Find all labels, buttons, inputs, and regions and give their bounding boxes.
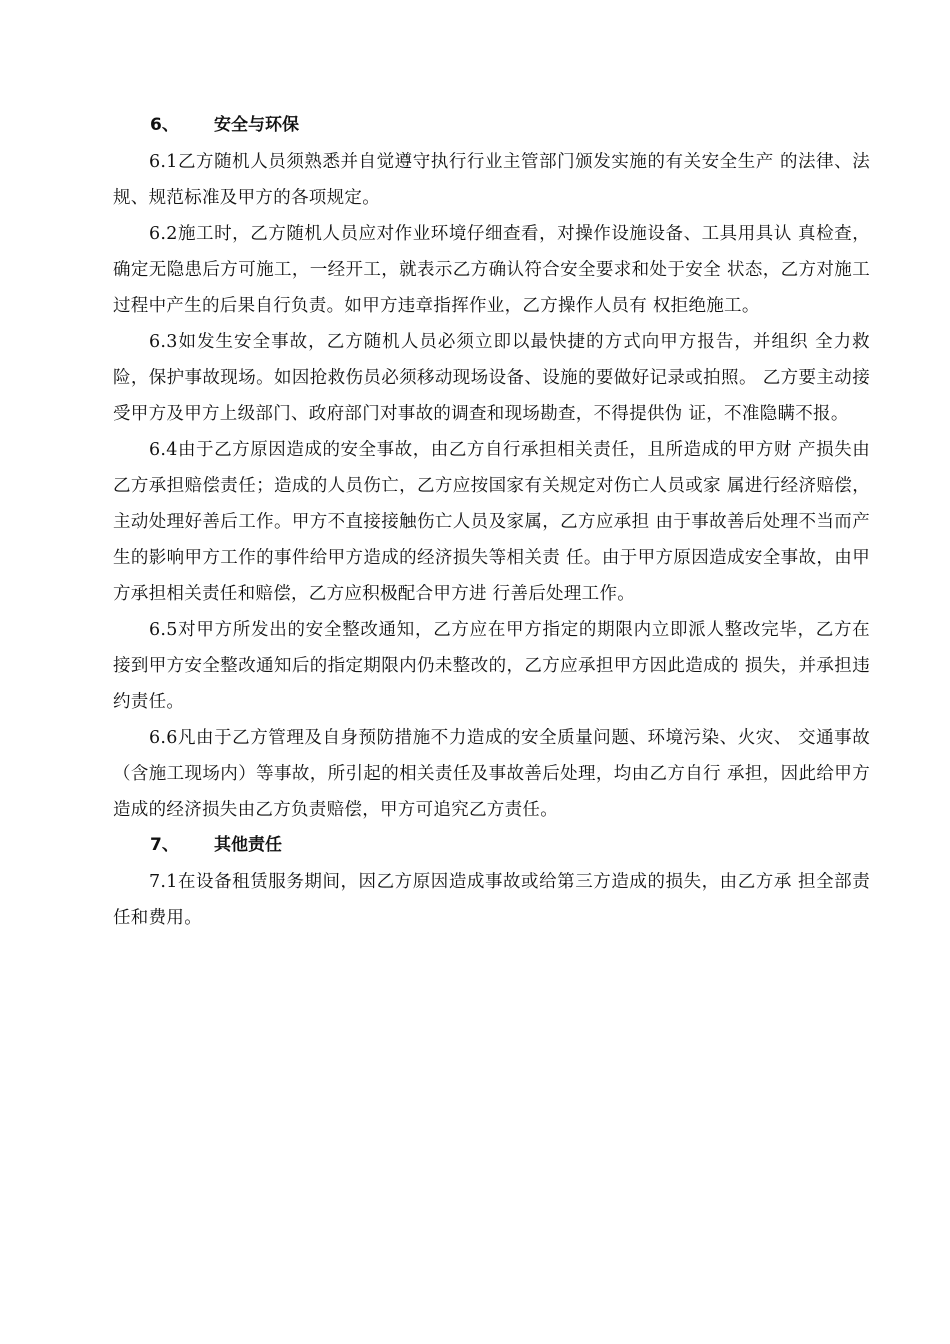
- section-number: 6、: [150, 115, 179, 135]
- paragraph-6-6: 6.6凡由于乙方管理及自身预防措施不力造成的安全质量问题、环境污染、火灾、 交通事故（含施工现场内）等事故，所引起的相关责任及事故善后处理，均由乙方自行 承担，因此给甲方造成的经济损失由乙方负责赔偿，甲方可追究乙方责任。: [113, 728, 870, 820]
- paragraph-6-1: 6.1乙方随机人员须熟悉并自觉遵守执行行业主管部门颁发实施的有关安全生产 的法律、法规、规范标准及甲方的各项规定。: [113, 152, 870, 208]
- paragraph-6-2: 6.2施工时，乙方随机人员应对作业环境仔细查看，对操作设施设备、工具用具认 真检查，确定无隐患后方可施工，一经开工，就表示乙方确认符合安全要求和处于安全 状态，乙方对施工过程中产生的后果自行负责。如甲方违章指挥作业，乙方操作人员有 权拒绝施工。: [113, 224, 870, 316]
- section-title: 安全与环保: [214, 115, 299, 135]
- section-heading-7: [113, 828, 870, 862]
- paragraph-6-3: 6.3如发生安全事故，乙方随机人员必须立即以最快捷的方式向甲方报告，并组织 全力救险，保护事故现场。如因抢救伤员必须移动现场设备、设施的要做好记录或拍照。 乙方要主动接受甲方及甲方上级部门、政府部门对事故的调查和现场勘查，不得提供伪 证，不准隐瞒不报。: [113, 332, 870, 424]
- paragraph-7-1: 7.1在设备租赁服务期间，因乙方原因造成事故或给第三方造成的损失，由乙方承 担全部责任和费用。: [113, 872, 870, 928]
- section-number: 7、: [150, 835, 179, 855]
- paragraph-6-5: 6.5对甲方所发出的安全整改通知，乙方应在甲方指定的期限内立即派人整改完毕，乙方在接到甲方安全整改通知后的指定期限内仍未整改的，乙方应承担甲方因此造成的 损失，并承担违约责任。: [113, 620, 870, 712]
- paragraph-6-4: 6.4由于乙方原因造成的安全事故，由乙方自行承担相关责任，且所造成的甲方财 产损失由乙方承担赔偿责任；造成的人员伤亡，乙方应按国家有关规定对伤亡人员或家 属进行经济赔偿，主动处理好善后工作。甲方不直接接触伤亡人员及家属，乙方应承担 由于事故善后处理不当而产生的影响甲方工作的事件给甲方造成的经济损失等相关责 任。由于甲方原因造成安全事故，由甲方承担相关责任和赔偿，乙方应积极配合甲方进 行善后处理工作。: [113, 440, 870, 604]
- document-page: [113, 108, 870, 936]
- section-heading-6: [113, 108, 870, 142]
- section-title: 其他责任: [214, 835, 282, 855]
